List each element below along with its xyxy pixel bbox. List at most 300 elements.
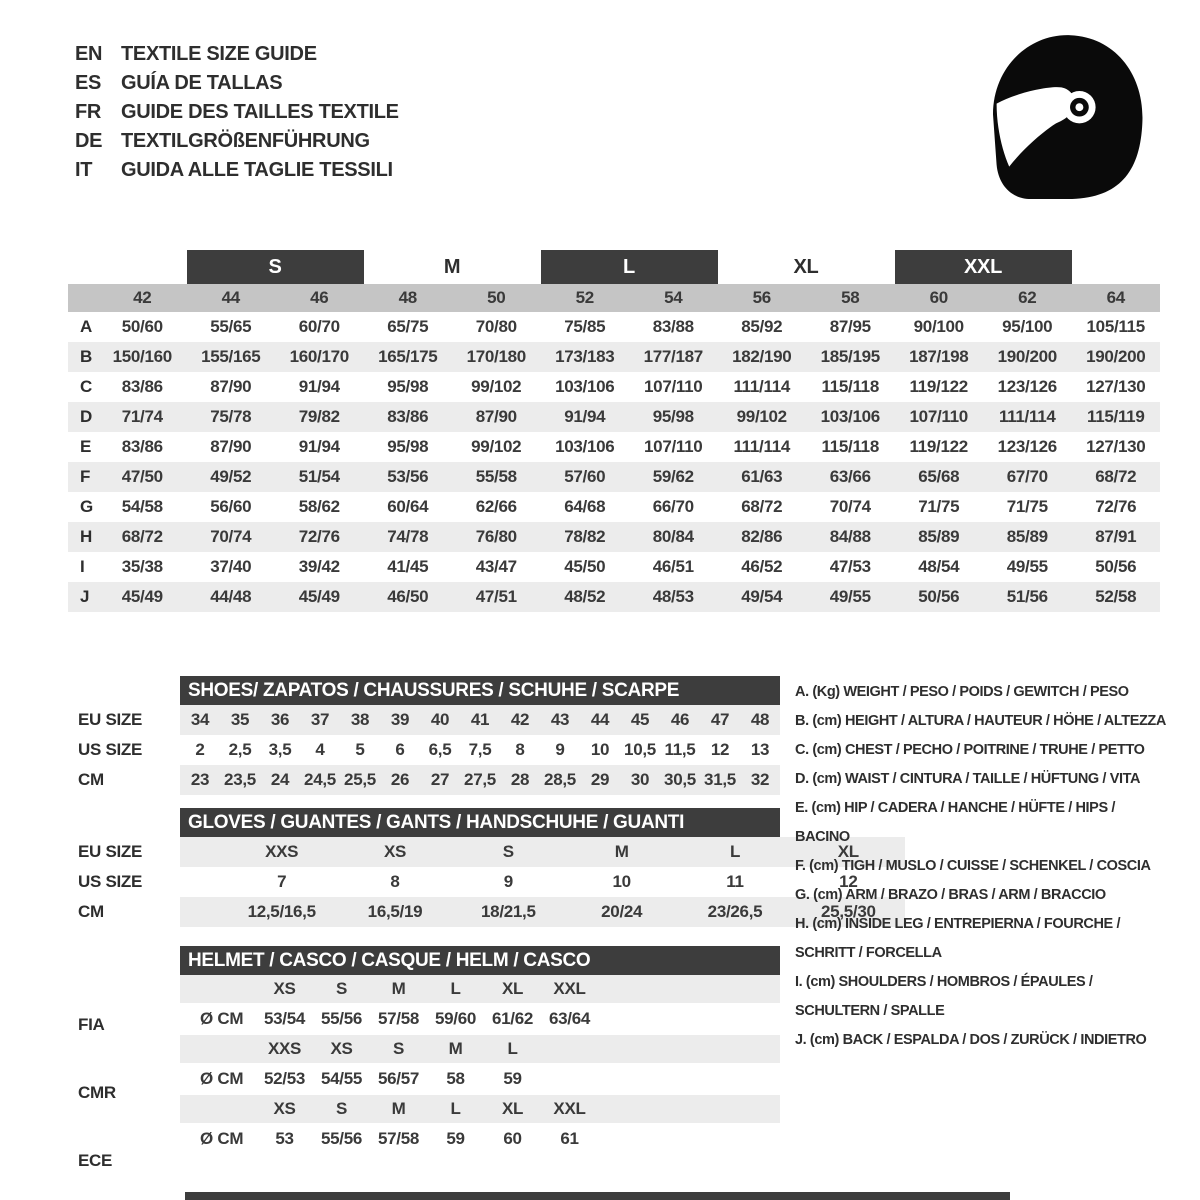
value-cell: 53/54 xyxy=(263,1009,306,1028)
value-cell: 95/98 xyxy=(387,377,429,396)
size-cell: XXL xyxy=(553,1099,586,1118)
row-label: B xyxy=(80,347,92,366)
value-cell: 58/62 xyxy=(298,497,340,516)
legend-key: B. (cm) xyxy=(795,713,845,729)
value-cell: 6 xyxy=(395,740,405,759)
language-item xyxy=(75,98,399,127)
value-cell: 87/90 xyxy=(475,407,517,426)
value-cell: 123/126 xyxy=(997,437,1057,456)
value-cell: 23 xyxy=(190,770,210,789)
language-code: DE xyxy=(75,130,103,152)
size-cell: L xyxy=(507,1039,518,1058)
value-cell: 3,5 xyxy=(268,740,292,759)
value-cell: 16,5/19 xyxy=(367,902,423,921)
corner-cell xyxy=(68,284,98,312)
value-cell: 61/63 xyxy=(741,467,783,486)
measurement-legend xyxy=(795,678,1173,1055)
value-cell: 71/75 xyxy=(918,497,960,516)
legend-item xyxy=(795,736,1173,765)
row-label: US SIZE xyxy=(78,872,143,891)
legend-text: ARM / BRAZO / BRAS / ARM / BRACCIO xyxy=(845,887,1106,903)
value-cell: 30,5 xyxy=(664,770,696,789)
value-cell: 55/56 xyxy=(320,1129,363,1148)
value-cell: 7,5 xyxy=(468,740,492,759)
value-cell: 111/114 xyxy=(998,407,1056,426)
table-row xyxy=(68,432,1160,462)
table-row xyxy=(68,402,1160,432)
value-cell: 23/26,5 xyxy=(707,902,763,921)
row-label: F xyxy=(80,467,91,486)
value-cell: 95/98 xyxy=(387,437,429,456)
value-cell: 53 xyxy=(275,1129,294,1148)
legend-text: CHEST / PECHO / POITRINE / TRUHE / PETTO xyxy=(844,742,1145,758)
value-cell: 4 xyxy=(315,740,325,759)
value-cell: 13 xyxy=(750,740,770,759)
value-cell: 71/74 xyxy=(121,407,163,426)
value-cell: 60/64 xyxy=(387,497,429,516)
value-cell: 83/88 xyxy=(652,317,694,336)
size-band-s: S xyxy=(187,250,364,284)
table-row xyxy=(68,462,1160,492)
value-cell: 68/72 xyxy=(741,497,783,516)
value-cell: 46/51 xyxy=(652,557,694,576)
legend-item xyxy=(795,852,1173,881)
value-cell: 76/80 xyxy=(475,527,517,546)
value-cell: 10,5 xyxy=(624,740,656,759)
value-cell: 57/60 xyxy=(564,467,606,486)
value-cell: 95/100 xyxy=(1002,317,1053,336)
legend-item xyxy=(795,678,1173,707)
value-cell: 90/100 xyxy=(913,317,964,336)
racing-helmet-icon xyxy=(975,28,1155,208)
value-cell: 37 xyxy=(310,710,330,729)
value-cell: 85/92 xyxy=(741,317,783,336)
value-cell: 60/70 xyxy=(298,317,340,336)
value-cell: 49/52 xyxy=(210,467,252,486)
value-cell: 127/130 xyxy=(1086,377,1146,396)
value-cell: 12 xyxy=(839,872,858,891)
value-cell: 155/165 xyxy=(201,347,261,366)
legend-item xyxy=(795,881,1173,910)
value-cell: 50/60 xyxy=(121,317,163,336)
helmet-size-header-row xyxy=(180,1095,780,1123)
legend-key: G. (cm) xyxy=(795,887,846,903)
value-cell: 27,5 xyxy=(464,770,496,789)
value-cell: 27 xyxy=(430,770,450,789)
value-cell: 39 xyxy=(390,710,410,729)
size-cell: M xyxy=(448,1039,463,1058)
value-cell: 39/42 xyxy=(298,557,340,576)
legend-item xyxy=(795,968,1173,1026)
value-cell: 46 xyxy=(670,710,690,729)
value-cell: 54/58 xyxy=(121,497,163,516)
table-row xyxy=(68,492,1160,522)
value-cell: 78/82 xyxy=(564,527,606,546)
value-cell: 59/60 xyxy=(434,1009,477,1028)
value-cell: 103/106 xyxy=(555,377,615,396)
row-label: G xyxy=(80,497,93,516)
value-cell: 49/55 xyxy=(829,587,871,606)
column-header-cell: 58 xyxy=(841,288,860,307)
legend-text: INSIDE LEG / ENTREPIERNA / FOURCHE / SCHRITT / FORCELLA xyxy=(795,916,1121,961)
size-cell: XL xyxy=(501,1099,524,1118)
size-cell: XS xyxy=(273,1099,296,1118)
value-cell: 72/76 xyxy=(1095,497,1137,516)
value-cell: 8 xyxy=(515,740,525,759)
row-label: FIA xyxy=(78,1015,105,1034)
value-cell: 48/52 xyxy=(564,587,606,606)
value-cell: 71/75 xyxy=(1006,497,1048,516)
language-item xyxy=(75,40,399,69)
legend-key: J. (cm) xyxy=(795,1032,843,1048)
value-cell: 35/38 xyxy=(121,557,163,576)
value-cell: 47 xyxy=(710,710,730,729)
value-cell: 115/118 xyxy=(821,437,879,456)
legend-item xyxy=(795,765,1173,794)
size-band-m: M xyxy=(443,255,461,278)
value-cell: 51/54 xyxy=(298,467,340,486)
row-label: EU SIZE xyxy=(78,710,143,729)
legend-text: WAIST / CINTURA / TAILLE / HÜFTUNG / VITA xyxy=(844,771,1141,787)
value-cell: 32 xyxy=(750,770,770,789)
size-cell: XS xyxy=(273,979,296,998)
value-cell: 66/70 xyxy=(652,497,694,516)
value-cell: 54/55 xyxy=(320,1069,363,1088)
legend-text: HEIGHT / ALTURA / HAUTEUR / HÖHE / ALTEZZA xyxy=(844,713,1166,729)
value-cell: 173/183 xyxy=(555,347,615,366)
value-cell: S xyxy=(502,842,514,861)
value-cell: M xyxy=(614,842,629,861)
value-cell: 43 xyxy=(550,710,570,729)
unit-cell: Ø CM xyxy=(200,1069,244,1088)
value-cell: 91/94 xyxy=(298,437,340,456)
helmet-row-labels xyxy=(78,975,116,1179)
value-cell: 51/56 xyxy=(1006,587,1048,606)
value-cell: 37/40 xyxy=(210,557,252,576)
size-band-row xyxy=(68,250,1160,284)
table-row xyxy=(68,372,1160,402)
helmet-title: HELMET / CASCO / CASQUE / HELM / CASCO xyxy=(180,946,780,975)
value-cell: 9 xyxy=(555,740,565,759)
value-cell: 41 xyxy=(470,710,490,729)
value-cell: 29 xyxy=(590,770,610,789)
value-cell: 11,5 xyxy=(664,740,696,759)
value-cell: 107/110 xyxy=(909,407,968,426)
value-cell: 57/58 xyxy=(377,1009,420,1028)
table-row xyxy=(68,342,1160,372)
value-cell: 63/66 xyxy=(829,467,871,486)
value-cell: 45/50 xyxy=(564,557,606,576)
language-code: IT xyxy=(75,159,93,181)
value-cell: 48 xyxy=(750,710,770,729)
size-band-l: L xyxy=(541,250,718,284)
value-cell: 75/78 xyxy=(210,407,252,426)
value-cell: 45 xyxy=(630,710,650,729)
value-cell: 190/200 xyxy=(997,347,1057,366)
row-label: CM xyxy=(78,902,104,921)
value-cell: 61 xyxy=(560,1129,579,1148)
language-item xyxy=(75,69,399,98)
value-cell: 60 xyxy=(503,1129,522,1148)
value-cell: 47/53 xyxy=(829,557,871,576)
value-cell: 12,5/16,5 xyxy=(247,902,316,921)
column-header-cell: 48 xyxy=(398,288,417,307)
value-cell: 59/62 xyxy=(652,467,694,486)
value-cell: XXS xyxy=(265,842,299,861)
column-header-cell: 46 xyxy=(310,288,329,307)
value-cell: 83/86 xyxy=(121,377,163,396)
column-header-cell: 42 xyxy=(133,288,152,307)
legend-text: SHOULDERS / HOMBROS / ÉPAULES / SCHULTERN / SPALLE xyxy=(795,974,1093,1019)
shoes-title: SHOES/ ZAPATOS / CHAUSSURES / SCHUHE / SCARPE xyxy=(180,676,780,705)
value-cell: 55/65 xyxy=(210,317,252,336)
value-cell: 177/187 xyxy=(643,347,703,366)
value-cell: 44/48 xyxy=(210,587,252,606)
value-cell: 83/86 xyxy=(387,407,429,426)
size-cell: XL xyxy=(501,979,524,998)
shoes-rows xyxy=(180,705,780,795)
value-cell: 182/190 xyxy=(732,347,792,366)
value-cell: 79/82 xyxy=(298,407,340,426)
value-cell: 12 xyxy=(710,740,730,759)
value-cell: 65/75 xyxy=(387,317,429,336)
row-label: CM xyxy=(78,770,104,789)
value-cell: 85/89 xyxy=(1006,527,1048,546)
language-label: TEXTILGRÖßENFÜHRUNG xyxy=(121,130,370,152)
value-cell: 5 xyxy=(355,740,365,759)
value-cell: 2,5 xyxy=(228,740,252,759)
value-cell: 64/68 xyxy=(564,497,606,516)
value-cell: 46/52 xyxy=(741,557,783,576)
column-header-cell: 64 xyxy=(1106,288,1125,307)
value-cell: 58 xyxy=(446,1069,465,1088)
value-cell: 119/122 xyxy=(909,377,968,396)
size-cell: L xyxy=(450,1099,461,1118)
value-cell: 99/102 xyxy=(471,437,522,456)
value-cell: 70/74 xyxy=(829,497,871,516)
value-cell: 185/195 xyxy=(820,347,880,366)
value-cell: 48/53 xyxy=(652,587,694,606)
value-cell: 62/66 xyxy=(475,497,517,516)
value-cell: 85/89 xyxy=(918,527,960,546)
value-cell: 10 xyxy=(612,872,631,891)
value-cell: 91/94 xyxy=(564,407,606,426)
value-cell: 59 xyxy=(503,1069,522,1088)
value-cell: 20/24 xyxy=(601,902,643,921)
value-cell: 52/53 xyxy=(263,1069,306,1088)
value-cell: 50/56 xyxy=(1095,557,1137,576)
value-cell: 45/49 xyxy=(121,587,163,606)
value-cell: 46/50 xyxy=(387,587,429,606)
legend-item xyxy=(795,910,1173,968)
unit-cell xyxy=(180,1035,256,1063)
value-cell: 7 xyxy=(277,872,287,891)
row-label: CMR xyxy=(78,1083,116,1102)
row-label: I xyxy=(80,557,85,576)
size-cell: S xyxy=(392,1039,405,1058)
value-cell: 47/50 xyxy=(121,467,163,486)
value-cell: 70/80 xyxy=(475,317,517,336)
value-cell: 18/21,5 xyxy=(481,902,536,921)
value-cell: 56/60 xyxy=(210,497,252,516)
value-cell: 105/115 xyxy=(1086,317,1145,336)
value-cell: 26 xyxy=(390,770,410,789)
legend-item xyxy=(795,1026,1173,1055)
column-header-cell: 60 xyxy=(929,288,948,307)
value-cell: 50/56 xyxy=(918,587,960,606)
size-band-xxl: XXL xyxy=(895,250,1072,284)
language-label: GUÍA DE TALLAS xyxy=(121,72,283,94)
value-cell: 23,5 xyxy=(224,770,256,789)
unit-cell: Ø CM xyxy=(200,1129,244,1148)
legend-key: C. (cm) xyxy=(795,742,845,758)
value-cell: L xyxy=(729,842,741,861)
value-cell: 8 xyxy=(390,872,400,891)
language-code: ES xyxy=(75,72,102,94)
value-cell: 63/64 xyxy=(548,1009,591,1028)
value-cell: 31,5 xyxy=(704,770,736,789)
gloves-title: GLOVES / GUANTES / GANTS / HANDSCHUHE / GUANTI xyxy=(180,808,780,837)
legend-text: WEIGHT / PESO / POIDS / GEWITCH / PESO xyxy=(843,684,1129,700)
value-cell: 91/94 xyxy=(298,377,340,396)
row-label: H xyxy=(80,527,92,546)
helmet-rows xyxy=(180,975,780,1155)
language-item xyxy=(75,127,399,156)
value-cell: 67/70 xyxy=(1006,467,1048,486)
value-cell: 35 xyxy=(230,710,250,729)
helmet-size-header-row xyxy=(180,1035,780,1063)
value-cell: 30 xyxy=(630,770,650,789)
value-cell: 87/90 xyxy=(210,377,252,396)
legend-text: HIP / CADERA / HANCHE / HÜFTE / HIPS / BACINO xyxy=(795,800,1115,845)
table-row xyxy=(180,765,780,795)
language-code: EN xyxy=(75,43,103,65)
size-cell: XXL xyxy=(553,979,586,998)
value-cell: 150/160 xyxy=(112,347,172,366)
size-cell: M xyxy=(391,979,406,998)
row-label: EU SIZE xyxy=(78,842,143,861)
value-cell: 84/88 xyxy=(829,527,871,546)
language-list xyxy=(75,40,399,185)
table-row xyxy=(68,522,1160,552)
value-cell: 99/102 xyxy=(471,377,522,396)
value-cell: 83/86 xyxy=(121,437,163,456)
value-cell: 57/58 xyxy=(377,1129,420,1148)
gloves-row-labels xyxy=(78,837,142,927)
helmet-value-row xyxy=(180,1003,780,1035)
value-cell: 38 xyxy=(350,710,370,729)
value-cell: 6,5 xyxy=(428,740,452,759)
value-cell: 70/74 xyxy=(210,527,252,546)
value-cell: 28,5 xyxy=(544,770,576,789)
value-cell: 119/122 xyxy=(909,437,968,456)
column-header-row xyxy=(68,284,1160,312)
value-cell: 103/106 xyxy=(555,437,615,456)
language-item xyxy=(75,156,399,185)
unit-cell xyxy=(180,975,256,1003)
row-label: E xyxy=(80,437,92,456)
row-label: C xyxy=(80,377,92,396)
language-label: GUIDE DES TAILLES TEXTILE xyxy=(121,101,399,123)
value-cell: 170/180 xyxy=(466,347,526,366)
row-label: J xyxy=(80,587,90,606)
value-cell: 115/118 xyxy=(821,377,879,396)
value-cell: 87/91 xyxy=(1095,527,1137,546)
value-cell: 68/72 xyxy=(121,527,163,546)
legend-key: H. (cm) xyxy=(795,916,845,932)
value-cell: XL xyxy=(837,842,859,861)
size-cell: M xyxy=(391,1099,406,1118)
row-label: ECE xyxy=(78,1151,113,1170)
value-cell: 49/55 xyxy=(1006,557,1048,576)
column-header-cell: 54 xyxy=(664,288,683,307)
value-cell: 55/58 xyxy=(475,467,517,486)
value-cell: 75/85 xyxy=(564,317,606,336)
table-row xyxy=(68,312,1160,342)
value-cell: 74/78 xyxy=(387,527,429,546)
value-cell: 25,5/30 xyxy=(821,902,876,921)
value-cell: XS xyxy=(383,842,407,861)
size-cell: L xyxy=(450,979,461,998)
legend-key: E. (cm) xyxy=(795,800,845,816)
value-cell: 10 xyxy=(590,740,610,759)
legend-item xyxy=(795,794,1173,852)
value-cell: 47/51 xyxy=(475,587,517,606)
column-header-cell: 56 xyxy=(752,288,771,307)
value-cell: 56/57 xyxy=(377,1069,420,1088)
value-cell: 107/110 xyxy=(644,437,703,456)
unit-cell: Ø CM xyxy=(200,1009,244,1028)
value-cell: 44 xyxy=(590,710,610,729)
value-cell: 28 xyxy=(510,770,530,789)
language-label: GUIDA ALLE TAGLIE TESSILI xyxy=(121,159,393,181)
row-label: US SIZE xyxy=(78,740,143,759)
language-label: TEXTILE SIZE GUIDE xyxy=(121,43,317,65)
value-cell: 34 xyxy=(190,710,210,729)
value-cell: 9 xyxy=(503,872,513,891)
size-cell: XS xyxy=(330,1039,353,1058)
column-header-cell: 44 xyxy=(221,288,240,307)
table-row xyxy=(68,582,1160,612)
value-cell: 2 xyxy=(195,740,205,759)
value-cell: 59 xyxy=(446,1129,465,1148)
value-cell: 111/114 xyxy=(733,437,791,456)
size-cell: S xyxy=(335,979,348,998)
column-header-cell: 52 xyxy=(575,288,594,307)
bottom-cutoff-bar xyxy=(185,1192,1010,1200)
value-cell: 82/86 xyxy=(741,527,783,546)
value-cell: 65/68 xyxy=(918,467,960,486)
value-cell: 42 xyxy=(510,710,530,729)
helmet-value-row xyxy=(180,1123,780,1155)
value-cell: 87/90 xyxy=(210,437,252,456)
legend-key: F. (cm) xyxy=(795,858,842,874)
value-cell: 41/45 xyxy=(387,557,429,576)
value-cell: 107/110 xyxy=(644,377,703,396)
value-cell: 123/126 xyxy=(997,377,1057,396)
value-cell: 115/119 xyxy=(1087,407,1145,426)
value-cell: 103/106 xyxy=(820,407,880,426)
textile-table-body xyxy=(68,312,1160,612)
value-cell: 127/130 xyxy=(1086,437,1146,456)
value-cell: 40 xyxy=(430,710,450,729)
value-cell: 55/56 xyxy=(320,1009,363,1028)
value-cell: 190/200 xyxy=(1086,347,1146,366)
legend-text: TIGH / MUSLO / CUISSE / SCHENKEL / COSCIA xyxy=(841,858,1151,874)
size-cell: S xyxy=(335,1099,348,1118)
shoes-row-labels xyxy=(78,705,142,795)
legend-key: I. (cm) xyxy=(795,974,839,990)
